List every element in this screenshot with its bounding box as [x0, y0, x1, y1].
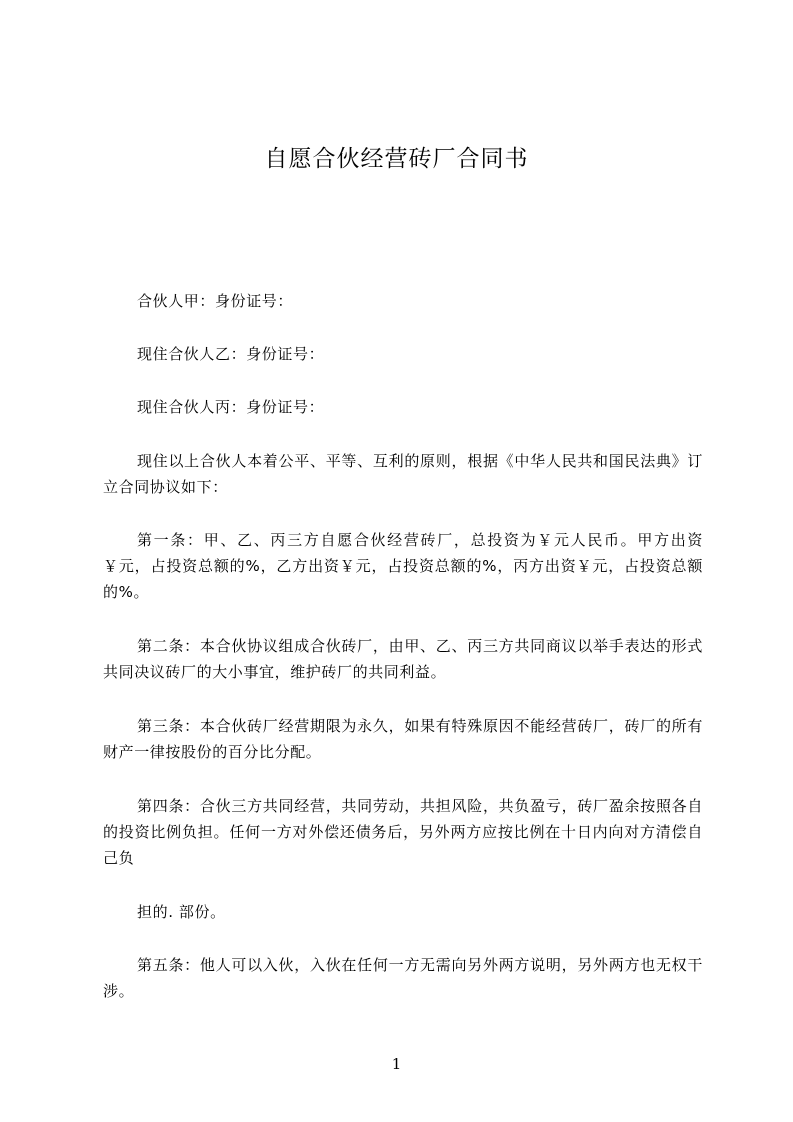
article-4-continued: 担的. 部份。 — [137, 903, 226, 921]
article-1: 第一条：甲、乙、丙三方自愿合伙经营砖厂，总投资为￥元人民币。甲方出资￥元，占投资总额的%，乙方出资￥元，占投资总额的%，丙方出资￥元，占投资总额的%。 — [103, 531, 703, 601]
page-title: 自愿合伙经营砖厂合同书 — [264, 146, 529, 172]
article-4: 第四条：合伙三方共同经营，共同劳动，共担风险，共负盈亏，砖厂盈余按照各自的投资比例负担。任何一方对外偿还债务后，另外两方应按比例在十日内向对方清偿自己负 — [103, 797, 703, 867]
article-3: 第三条：本合伙砖厂经营期限为永久，如果有特殊原因不能经营砖厂，砖厂的所有财产一律按股份的百分比分配。 — [103, 717, 703, 761]
party-a-line: 合伙人甲：身份证号： — [137, 292, 294, 310]
party-c-line: 现住合伙人丙：身份证号： — [137, 398, 325, 416]
article-2: 第二条：本合伙协议组成合伙砖厂，由甲、乙、丙三方共同商议以举手表达的形式共同决议砖厂的大小事宜，维护砖厂的共同利益。 — [103, 637, 703, 681]
page-number: 1 — [391, 1055, 402, 1073]
article-5: 第五条：他人可以入伙，入伙在任何一方无需向另外两方说明，另外两方也无权干涉。 — [103, 956, 703, 1000]
preamble-paragraph: 现住以上合伙人本着公平、平等、互利的原则，根据《中华人民共和国民法典》订立合同协议如下： — [103, 452, 703, 496]
party-b-line: 现住合伙人乙：身份证号： — [137, 345, 325, 363]
